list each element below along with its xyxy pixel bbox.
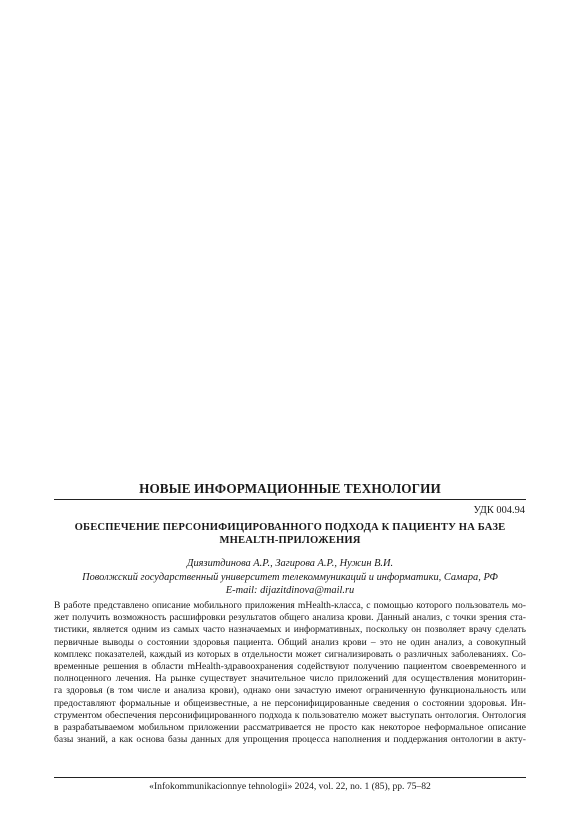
footer-rule (54, 777, 526, 778)
abstract-line: в разрабатываемом мобильном приложении рассматривается не просто как некоторое неформальное описание (54, 721, 526, 733)
paper-title (54, 521, 526, 547)
header-rule (54, 499, 526, 500)
abstract-line: базы знаний, а как основа базы данных для упрощения процесса наполнения и поддержания онтологии в акту- (54, 734, 526, 746)
abstract-line: полноценного лечения. На рынке существует значительное число приложений для осуществления мониторин- (54, 673, 526, 685)
abstract-line: временные решения в области mHealth-здравоохранения содействуют получению пациентом своевременного и (54, 660, 526, 672)
abstract-line: струментом обеспечения персонифицированного подхода к пользователю может выступать онтология. Онтология (54, 709, 526, 721)
abstract-line: жет получить возможность расшифровки результатов общего анализа крови. Данный анализ, с точки зрения ста- (54, 612, 526, 624)
journal-footer: «Infokommunikacionnye tehnologii» 2024, vol. 22, no. 1 (85), pp. 75–82 (149, 781, 431, 792)
abstract-line: комплекс показателей, каждый из которых в отдельности может сигнализировать о различных заболеваниях. Со- (54, 648, 526, 660)
abstract-line: первичные выводы о состоянии здоровья пациента. Общий анализ крови – это не один анализ, а совокупный (54, 636, 526, 648)
abstract-line: га здоровья (в том числе и анализа крови), однако они зачастую имеют ограниченную функциональность или (54, 685, 526, 697)
abstract-line: В работе представлено описание мобильного приложения mHealth-класса, с помощью которого пользователь мо- (54, 600, 526, 611)
abstract-line: предоставляют формальные и общеизвестные, а не персонифицированные сведения о состоянии здоровья. Ин- (54, 697, 526, 709)
paper-title-line-2: MHEALTH-ПРИЛОЖЕНИЯ (219, 535, 361, 546)
paper-title-line-1: ОБЕСПЕЧЕНИЕ ПЕРСОНИФИЦИРОВАННОГО ПОДХОДА К ПАЦИЕНТУ НА БАЗЕ (74, 522, 506, 533)
authors: Диязитдинова А.Р., Загирова А.Р., Нужин В.И. (186, 558, 394, 569)
section-heading: НОВЫЕ ИНФОРМАЦИОННЫЕ ТЕХНОЛОГИИ (139, 481, 441, 496)
author-email: E-mail: dijazitdinova@mail.ru (225, 585, 355, 596)
abstract (54, 600, 526, 746)
abstract-line: тистики, является одним из самых часто назначаемых и информативных, поскольку он позволяет врачу сделать (54, 624, 526, 636)
affiliation: Поволжский государственный университет телекоммуникаций и информатики, Самара, РФ (82, 572, 498, 583)
udk-code: УДК 004.94 (473, 505, 525, 516)
